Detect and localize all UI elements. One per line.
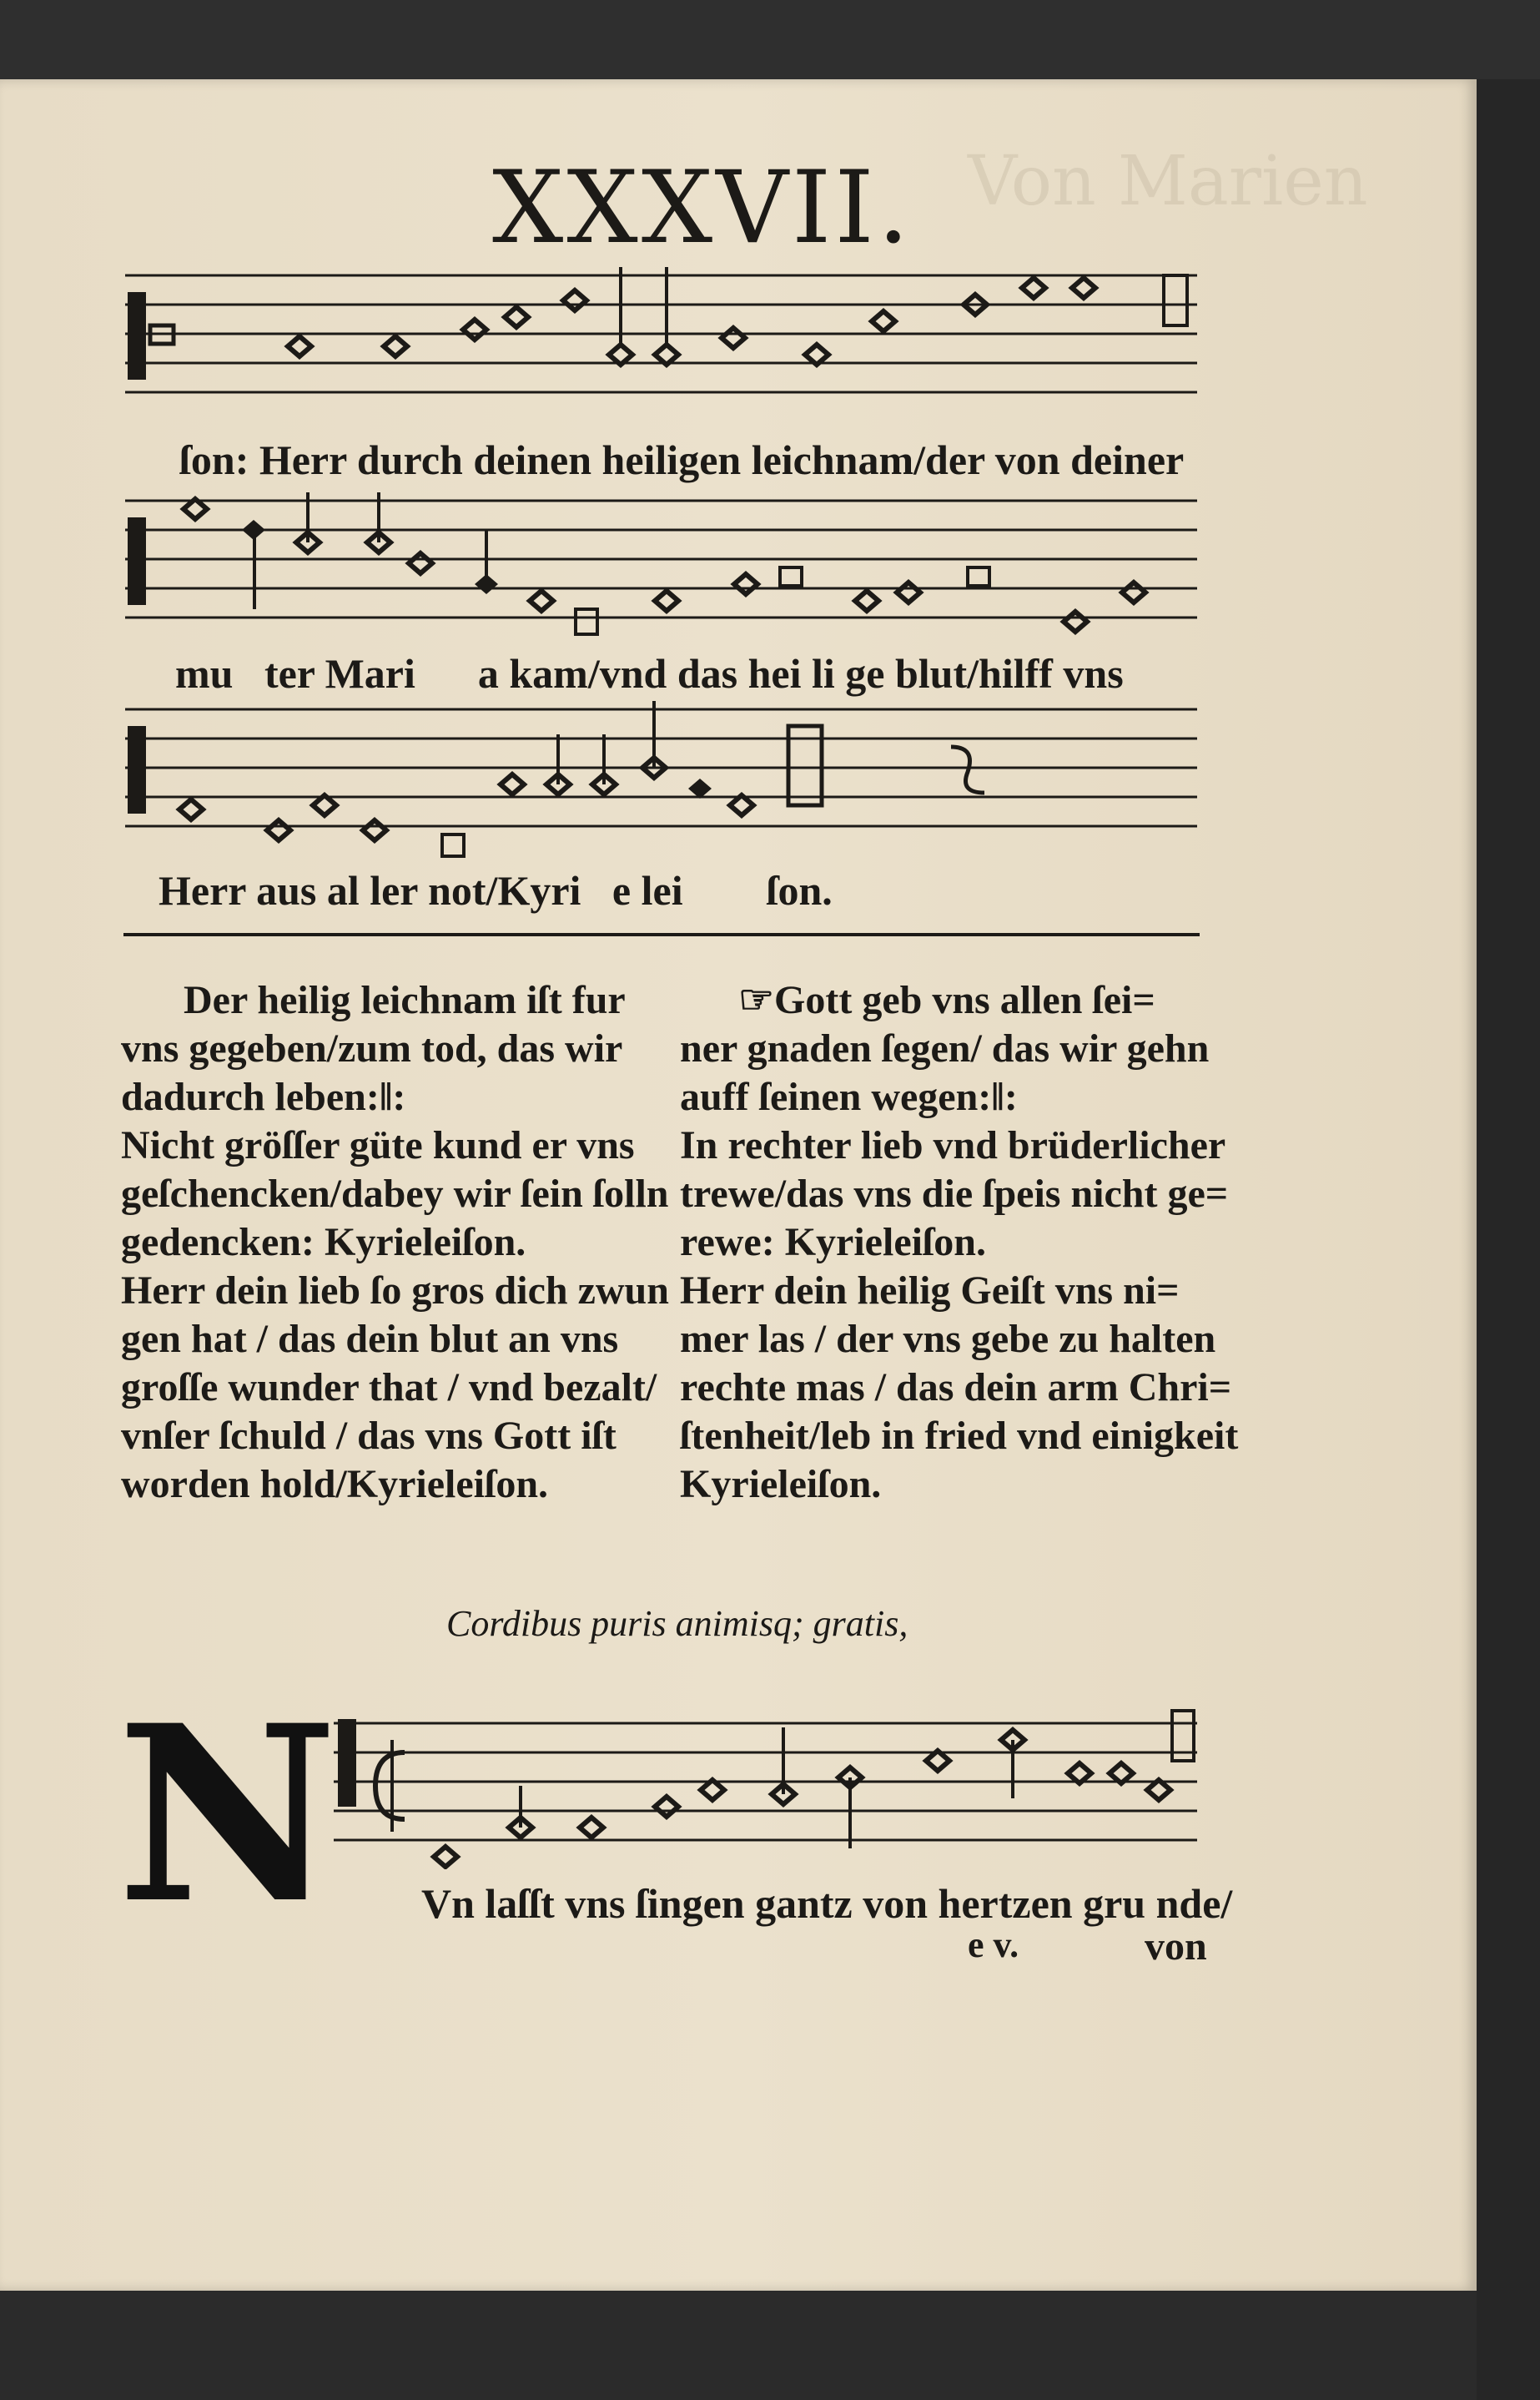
verse-line: auff ſeinen wegen:‖:: [680, 1075, 1018, 1119]
verse-line: rechte mas / das dein arm Chri=: [680, 1365, 1232, 1409]
music-staff-1: [121, 267, 1205, 413]
verse-line: ☞Gott geb vns allen ſei=: [738, 978, 1155, 1022]
verse-line: gen hat / das dein blut an vns: [121, 1317, 619, 1361]
music-staff-4: [330, 1702, 1205, 1869]
verse-line: Herr dein lieb ſo gros dich zwun: [121, 1268, 669, 1313]
verse-line: trewe/das vns die ſpeis nicht ge=: [680, 1172, 1229, 1216]
decorated-initial: N: [117, 1673, 339, 1957]
verse-line: rewe: Kyrieleiſon.: [680, 1220, 986, 1264]
music-staff-3: [121, 701, 1205, 860]
latin-motto: Cordibus puris animisq; gratis,: [446, 1603, 908, 1644]
scan-background-bottom: [0, 2291, 1477, 2400]
divider-rule: [123, 933, 1200, 936]
signature-mark: e v.: [968, 1924, 1019, 1965]
verse-line: gedencken: Kyrieleiſon.: [121, 1220, 526, 1264]
verse-line: vns gegeben/zum tod, das wir: [121, 1026, 623, 1071]
show-through-heading: Von Marien: [968, 142, 1368, 221]
page-number-heading: XXXVII.: [492, 150, 913, 266]
verse-line: groſſe wunder that / vnd bezalt/: [121, 1365, 657, 1409]
verse-line: ſtenheit/leb in fried vnd einigkeit: [680, 1414, 1239, 1458]
catchword: von: [1145, 1924, 1207, 1969]
verses-left-column: [121, 976, 669, 1509]
verse-line: Kyrieleiſon.: [680, 1462, 882, 1506]
music-staff-2: [121, 492, 1205, 643]
lyric-line-2: mu ter Mari a kam/vnd das hei li ge blut/hilff vns: [175, 650, 1124, 697]
verse-line: geſchencken/dabey wir ſein ſolln: [121, 1172, 669, 1216]
verse-line: Der heilig leichnam iſt fur: [184, 978, 626, 1022]
lyric-line-4: Vn laſſt vns ſingen gantz von hertzen gru nde/: [421, 1880, 1233, 1927]
verse-line: worden hold/Kyrieleiſon.: [121, 1462, 549, 1506]
verse-line: In rechter lieb vnd brüderlicher: [680, 1123, 1226, 1167]
lyric-line-3: Herr aus al ler not/Kyri e lei ſon.: [159, 867, 833, 914]
scan-background-right: [1477, 79, 1540, 2400]
verse-line: ner gnaden ſegen/ das wir gehn: [680, 1026, 1210, 1071]
verse-line: Herr dein heilig Geiſt vns ni=: [680, 1268, 1180, 1313]
verses-right-column: [680, 976, 1238, 1509]
lyric-line-1: ſon: Herr durch deinen heiligen leichnam/der von deiner: [179, 436, 1185, 483]
verse-line: dadurch leben:‖:: [121, 1075, 406, 1119]
verse-line: vnſer ſchuld / das vns Gott iſt: [121, 1414, 617, 1458]
scan-background-top: [0, 0, 1540, 79]
verse-line: mer las / der vns gebe zu halten: [680, 1317, 1216, 1361]
verse-line: Nicht gröſſer güte kund er vns: [121, 1123, 635, 1167]
